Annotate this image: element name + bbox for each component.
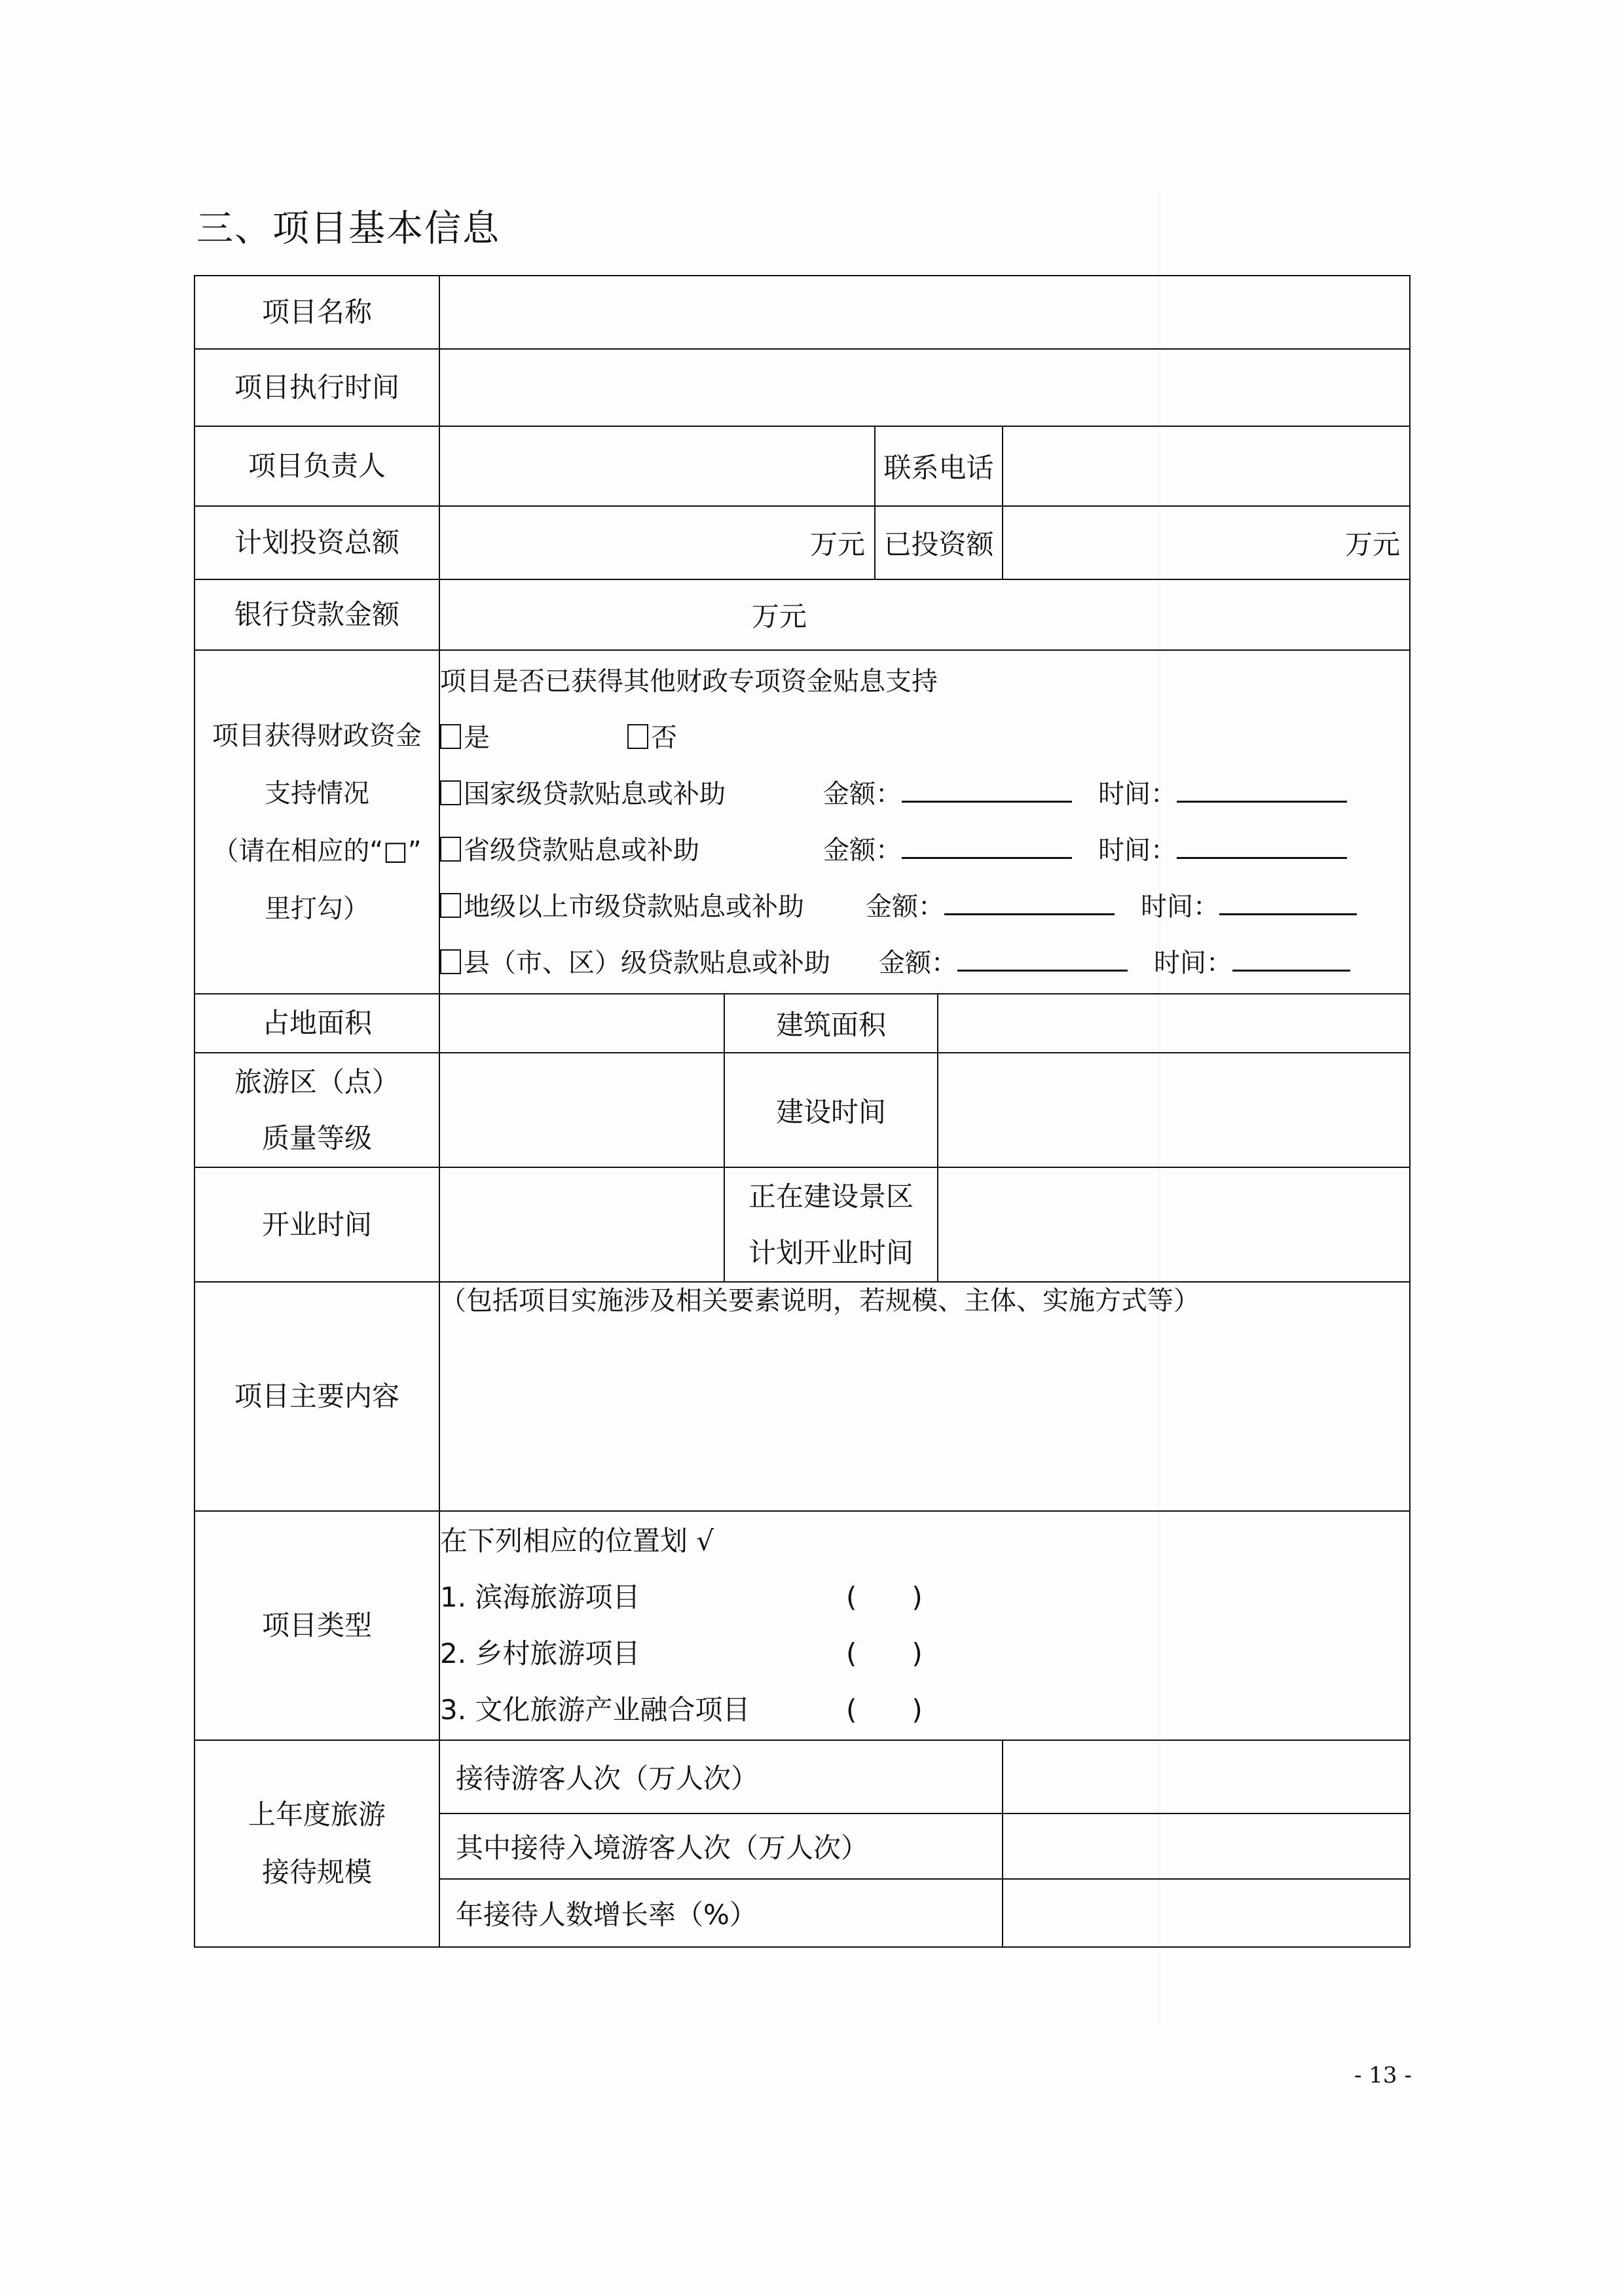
label-invested: 已投资额 (875, 506, 1003, 579)
input-planned-open[interactable] (938, 1167, 1410, 1282)
check-paren[interactable]: ( ) (846, 1694, 923, 1726)
checkbox-icon (440, 780, 461, 805)
section-title: 三、项目基本信息 (196, 208, 500, 250)
label-last-year: 上年度旅游 接待规模 (194, 1740, 439, 1947)
label-fiscal-support: 项目获得财政资金 支持情况 （请在相应的“□” 里打勾） (194, 650, 439, 994)
time-field[interactable] (1232, 963, 1350, 972)
row-last-year-visitors (194, 1740, 1410, 1813)
label-building-area: 建筑面积 (724, 994, 938, 1053)
project-type-option-coastal[interactable]: 1. 滨海旅游项目 ( ) (440, 1569, 1409, 1626)
input-open-time[interactable] (439, 1167, 724, 1282)
input-invested[interactable] (1003, 506, 1410, 579)
checkbox-national[interactable]: 国家级贷款贴息或补助 (440, 766, 823, 822)
input-bank-loan[interactable] (439, 579, 1410, 650)
row-fiscal-support (194, 650, 1410, 994)
unit-wanyuan: 万元 (1345, 528, 1401, 560)
checkbox-icon (440, 837, 461, 862)
label-planned-invest: 计划投资总额 (194, 506, 439, 579)
label-phone: 联系电话 (875, 426, 1003, 506)
checkbox-provincial[interactable]: 省级贷款贴息或补助 (440, 822, 823, 879)
row-exec-time (194, 349, 1410, 426)
project-type-option-culture[interactable]: 3. 文化旅游产业融合项目 ( ) (440, 1682, 1409, 1738)
input-planned-invest[interactable] (439, 506, 875, 579)
input-inbound-visitors[interactable] (1003, 1813, 1410, 1879)
label-quality-grade: 旅游区（点） 质量等级 (194, 1053, 439, 1167)
input-quality-grade[interactable] (439, 1053, 724, 1167)
support-item-county: 县（市、区）级贷款贴息或补助 金额： 时间： (440, 935, 1409, 991)
amount-field[interactable] (957, 963, 1128, 972)
checkbox-icon (440, 893, 461, 918)
project-type-instruction: 在下列相应的位置划 √ (440, 1525, 714, 1557)
metric-inbound-visitors: 其中接待入境游客人次（万人次） (439, 1813, 1003, 1879)
yes-no-line (440, 710, 1409, 766)
support-item-provincial: 省级贷款贴息或补助 金额： 时间： (440, 822, 1409, 879)
check-paren[interactable]: ( ) (846, 1581, 923, 1613)
checkbox-yes[interactable]: 是 (440, 710, 490, 766)
input-phone[interactable] (1003, 426, 1410, 506)
checkbox-icon (440, 949, 461, 974)
project-type-option-rural[interactable]: 2. 乡村旅游项目 ( ) (440, 1626, 1409, 1682)
input-visitors[interactable] (1003, 1740, 1410, 1813)
metric-visitors: 接待游客人次（万人次） (439, 1740, 1003, 1813)
row-leader (194, 426, 1410, 506)
fiscal-question: 项目是否已获得其他财政专项资金贴息支持 (440, 666, 938, 697)
page-number: - 13 - (1354, 2062, 1412, 2088)
amount-field[interactable] (944, 907, 1115, 915)
label-project-name: 项目名称 (194, 276, 439, 349)
row-quality-grade (194, 1053, 1410, 1167)
project-type-options (439, 1511, 1410, 1740)
input-build-time[interactable] (938, 1053, 1410, 1167)
main-content-hint: （包括项目实施涉及相关要素说明，若规模、主体、实施方式等） (440, 1286, 1200, 1316)
checkbox-icon (627, 724, 648, 749)
row-project-type (194, 1511, 1410, 1740)
unit-wanyuan: 万元 (751, 600, 807, 632)
input-main-content[interactable] (439, 1282, 1410, 1511)
label-land-area: 占地面积 (194, 994, 439, 1053)
input-land-area[interactable] (439, 994, 724, 1053)
label-main-content: 项目主要内容 (194, 1282, 439, 1511)
support-item-city: 地级以上市级贷款贴息或补助 金额： 时间： (440, 879, 1409, 935)
amount-field[interactable] (902, 850, 1072, 859)
input-growth-rate[interactable] (1003, 1879, 1410, 1947)
input-exec-time[interactable] (439, 349, 1410, 426)
time-field[interactable] (1177, 850, 1347, 859)
row-bank-loan (194, 579, 1410, 650)
time-field[interactable] (1219, 907, 1357, 915)
row-planned-invest (194, 506, 1410, 579)
label-bank-loan: 银行贷款金额 (194, 579, 439, 650)
input-project-name[interactable] (439, 276, 1410, 349)
label-project-type: 项目类型 (194, 1511, 439, 1740)
checkbox-icon (440, 724, 461, 749)
checkbox-no[interactable]: 否 (627, 710, 677, 766)
row-project-name (194, 276, 1410, 349)
input-leader[interactable] (439, 426, 875, 506)
row-land-area (194, 994, 1410, 1053)
project-info-form (194, 275, 1411, 1948)
row-open-time (194, 1167, 1410, 1282)
label-open-time: 开业时间 (194, 1167, 439, 1282)
support-item-national: 国家级贷款贴息或补助 金额： 时间： (440, 766, 1409, 822)
time-field[interactable] (1177, 794, 1347, 803)
label-exec-time: 项目执行时间 (194, 349, 439, 426)
checkbox-county[interactable]: 县（市、区）级贷款贴息或补助 (440, 935, 879, 991)
input-building-area[interactable] (938, 994, 1410, 1053)
label-build-time: 建设时间 (724, 1053, 938, 1167)
metric-growth-rate: 年接待人数增长率（%） (439, 1879, 1003, 1947)
checkbox-city[interactable]: 地级以上市级贷款贴息或补助 (440, 879, 866, 935)
check-paren[interactable]: ( ) (846, 1637, 923, 1669)
label-planned-open: 正在建设景区 计划开业时间 (724, 1167, 938, 1282)
amount-field[interactable] (902, 794, 1072, 803)
label-leader: 项目负责人 (194, 426, 439, 506)
unit-wanyuan: 万元 (809, 528, 865, 560)
fiscal-support-options (439, 650, 1410, 994)
row-main-content (194, 1282, 1410, 1511)
